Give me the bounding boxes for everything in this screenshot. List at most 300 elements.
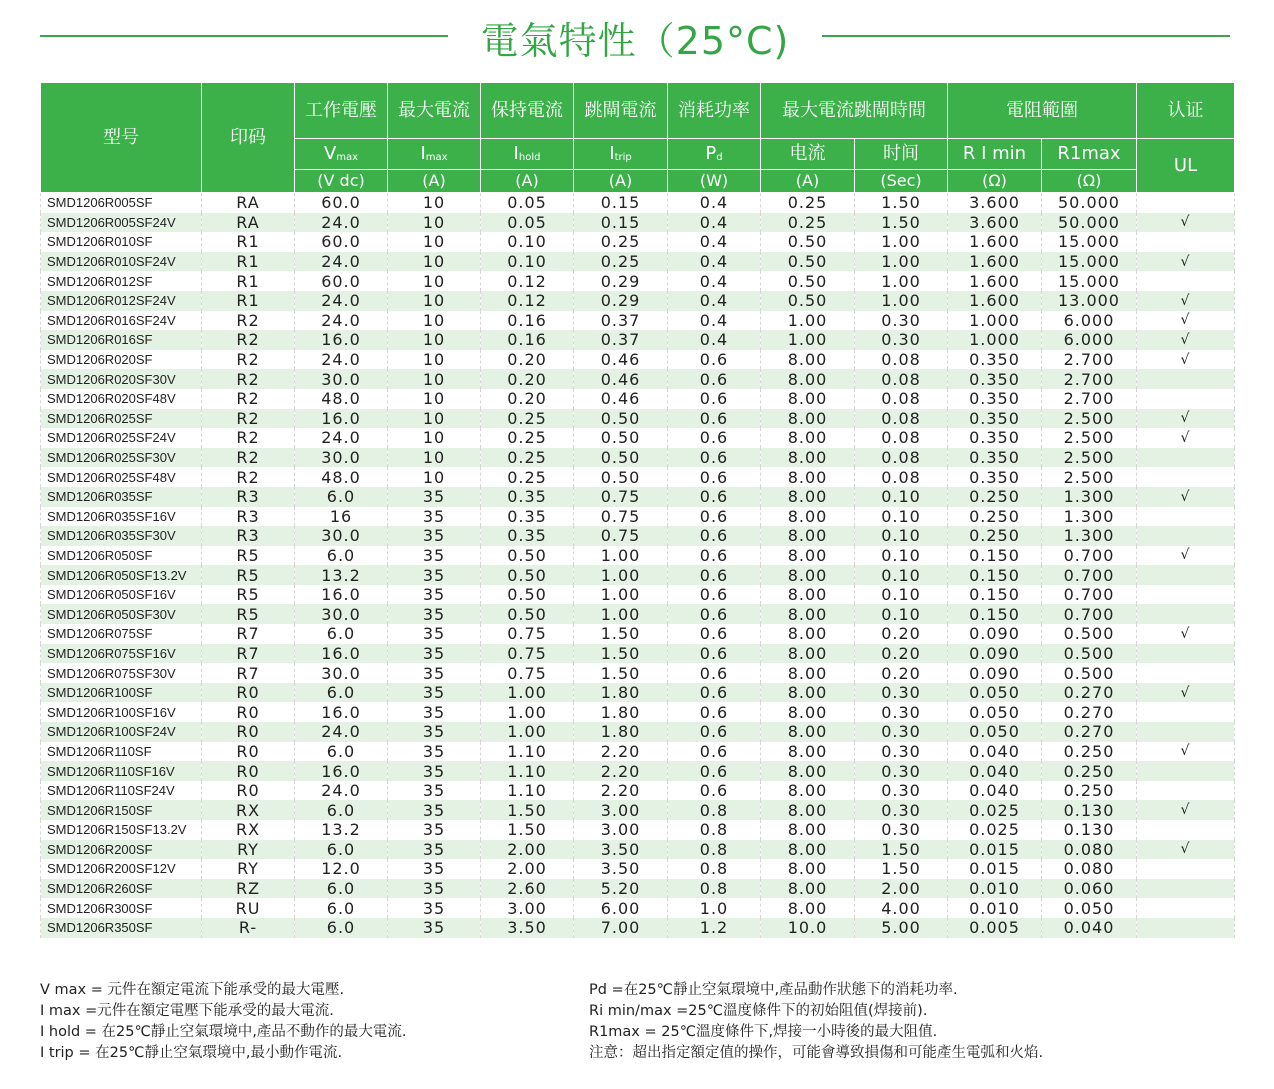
cell-imax: 35 — [388, 898, 481, 918]
table-row — [41, 526, 1235, 546]
cell-ul — [1137, 369, 1235, 389]
cell-pd: 0.6 — [668, 428, 761, 448]
cell-itrip: 1.80 — [574, 702, 668, 722]
cell-ihold: 1.10 — [481, 761, 574, 781]
cell-ihold: 0.10 — [481, 232, 574, 252]
cell-ihold: 0.20 — [481, 389, 574, 409]
cell-marking: R2 — [202, 369, 295, 389]
cell-pd: 0.6 — [668, 663, 761, 683]
cell-itrip: 3.50 — [574, 840, 668, 860]
cell-trip-current: 0.50 — [761, 252, 855, 272]
cell-marking: R1 — [202, 271, 295, 291]
cell-trip-time: 0.08 — [855, 448, 948, 468]
cell-trip-time: 0.08 — [855, 350, 948, 370]
table-row — [41, 840, 1235, 860]
cell-imax: 10 — [388, 330, 481, 350]
cell-ri-min: 0.015 — [948, 859, 1042, 879]
header-itrip: 跳閘電流 — [574, 83, 668, 139]
cell-marking: R0 — [202, 781, 295, 801]
cell-r1-max: 15.000 — [1042, 252, 1137, 272]
cell-imax: 10 — [388, 271, 481, 291]
cell-ihold: 0.25 — [481, 448, 574, 468]
cell-r1-max: 0.040 — [1042, 918, 1137, 938]
cell-trip-current: 8.00 — [761, 389, 855, 409]
header-vmax-symbol — [295, 139, 388, 170]
cell-trip-current: 0.25 — [761, 213, 855, 233]
cell-imax: 35 — [388, 781, 481, 801]
header-r1max: R1max — [1042, 139, 1137, 170]
cell-model: SMD1206R020SF48V — [41, 389, 202, 409]
cell-vmax: 60.0 — [295, 193, 388, 213]
cell-model: SMD1206R005SF24V — [41, 213, 202, 233]
cell-trip-current: 8.00 — [761, 781, 855, 801]
cell-imax: 10 — [388, 193, 481, 213]
table-row — [41, 232, 1235, 252]
cell-marking: RA — [202, 193, 295, 213]
cell-trip-current: 8.00 — [761, 507, 855, 527]
cell-ihold: 0.50 — [481, 604, 574, 624]
cell-pd: 0.6 — [668, 507, 761, 527]
pd-sym: P — [705, 143, 717, 164]
cell-ri-min: 0.250 — [948, 507, 1042, 527]
cell-pd: 0.6 — [668, 585, 761, 605]
cell-vmax: 13.2 — [295, 820, 388, 840]
cell-vmax: 30.0 — [295, 369, 388, 389]
cell-pd: 0.8 — [668, 800, 761, 820]
itrip-sub: trip — [614, 152, 632, 163]
cell-trip-time: 1.50 — [855, 840, 948, 860]
cell-trip-current: 0.25 — [761, 193, 855, 213]
cell-itrip: 0.75 — [574, 487, 668, 507]
cell-r1-max: 15.000 — [1042, 232, 1137, 252]
cell-r1-max: 1.300 — [1042, 507, 1137, 527]
cell-ihold: 0.12 — [481, 291, 574, 311]
cell-ul: √ — [1137, 840, 1235, 860]
cell-vmax: 6.0 — [295, 898, 388, 918]
cell-itrip: 0.75 — [574, 526, 668, 546]
cell-marking: R5 — [202, 585, 295, 605]
cell-vmax: 6.0 — [295, 800, 388, 820]
vmax-sub: max — [336, 152, 359, 163]
cell-pd: 0.6 — [668, 624, 761, 644]
cell-trip-time: 2.00 — [855, 879, 948, 899]
cell-imax: 10 — [388, 448, 481, 468]
cell-r1-max: 0.250 — [1042, 742, 1137, 762]
cell-model: SMD1206R016SF24V — [41, 311, 202, 331]
cell-itrip: 3.50 — [574, 859, 668, 879]
cell-ul — [1137, 232, 1235, 252]
table-row — [41, 467, 1235, 487]
cell-model: SMD1206R005SF — [41, 193, 202, 213]
cell-vmax: 24.0 — [295, 722, 388, 742]
cell-trip-current: 8.00 — [761, 879, 855, 899]
cell-vmax: 16.0 — [295, 761, 388, 781]
cell-pd: 1.2 — [668, 918, 761, 938]
table-row — [41, 311, 1235, 331]
table-row — [41, 879, 1235, 899]
table-row — [41, 644, 1235, 664]
cell-vmax: 12.0 — [295, 859, 388, 879]
cell-trip-time: 0.10 — [855, 585, 948, 605]
cell-model: SMD1206R200SF12V — [41, 859, 202, 879]
cell-trip-time: 0.08 — [855, 467, 948, 487]
cell-ri-min: 0.150 — [948, 546, 1042, 566]
cell-marking: R0 — [202, 683, 295, 703]
cell-trip-time: 4.00 — [855, 898, 948, 918]
cell-ihold: 0.05 — [481, 213, 574, 233]
cell-r1-max: 0.060 — [1042, 879, 1137, 899]
cell-ul — [1137, 663, 1235, 683]
cell-imax: 10 — [388, 369, 481, 389]
cell-pd: 0.6 — [668, 448, 761, 468]
cell-imax: 35 — [388, 624, 481, 644]
cell-imax: 10 — [388, 311, 481, 331]
imax-sub: max — [425, 152, 448, 163]
table-row — [41, 800, 1235, 820]
cell-trip-time: 0.30 — [855, 742, 948, 762]
cell-imax: 35 — [388, 604, 481, 624]
cell-r1-max: 0.270 — [1042, 722, 1137, 742]
itrip-sym: I — [609, 143, 615, 164]
header-imax: 最大電流 — [388, 83, 481, 139]
cell-trip-time: 1.50 — [855, 193, 948, 213]
cell-pd: 0.4 — [668, 232, 761, 252]
cell-ri-min: 1.600 — [948, 271, 1042, 291]
header-itrip-symbol — [574, 139, 668, 170]
cell-itrip: 1.00 — [574, 565, 668, 585]
cell-r1-max: 0.050 — [1042, 898, 1137, 918]
header-resistance: 電阻範圍 — [948, 83, 1137, 139]
cell-r1-max: 0.700 — [1042, 546, 1137, 566]
cell-itrip: 2.20 — [574, 781, 668, 801]
cell-ul — [1137, 271, 1235, 291]
cell-r1-max: 0.500 — [1042, 663, 1137, 683]
cell-ri-min: 0.150 — [948, 604, 1042, 624]
cell-model: SMD1206R100SF16V — [41, 702, 202, 722]
table-row — [41, 369, 1235, 389]
cell-r1-max: 1.300 — [1042, 526, 1137, 546]
cell-ul: √ — [1137, 311, 1235, 331]
cell-r1-max: 2.500 — [1042, 448, 1137, 468]
cell-ri-min: 0.350 — [948, 369, 1042, 389]
cell-trip-time: 0.30 — [855, 761, 948, 781]
cell-ri-min: 0.350 — [948, 448, 1042, 468]
cell-ri-min: 0.350 — [948, 409, 1042, 429]
unit-itrip: (A) — [574, 170, 668, 193]
cell-imax: 35 — [388, 663, 481, 683]
cell-r1-max: 6.000 — [1042, 330, 1137, 350]
cell-imax: 10 — [388, 389, 481, 409]
cell-itrip: 0.15 — [574, 193, 668, 213]
header-ul: UL — [1137, 139, 1235, 193]
header-rimin: R I min — [948, 139, 1042, 170]
cell-imax: 10 — [388, 291, 481, 311]
cell-pd: 0.6 — [668, 546, 761, 566]
table-row — [41, 761, 1235, 781]
unit-rimin: (Ω) — [948, 170, 1042, 193]
cell-trip-time: 0.30 — [855, 781, 948, 801]
cell-trip-current: 8.00 — [761, 742, 855, 762]
cell-ihold: 0.20 — [481, 369, 574, 389]
cell-itrip: 0.75 — [574, 507, 668, 527]
cell-model: SMD1206R010SF24V — [41, 252, 202, 272]
cell-ul: √ — [1137, 624, 1235, 644]
table-row — [41, 585, 1235, 605]
cell-ihold: 0.75 — [481, 663, 574, 683]
cell-marking: R0 — [202, 722, 295, 742]
cell-model: SMD1206R110SF16V — [41, 761, 202, 781]
cell-r1-max: 2.500 — [1042, 467, 1137, 487]
cell-itrip: 0.46 — [574, 369, 668, 389]
cell-itrip: 1.80 — [574, 683, 668, 703]
cell-imax: 35 — [388, 742, 481, 762]
table-row — [41, 624, 1235, 644]
cell-pd: 0.8 — [668, 820, 761, 840]
cell-ul: √ — [1137, 252, 1235, 272]
table-row — [41, 859, 1235, 879]
cell-ul: √ — [1137, 800, 1235, 820]
table-row — [41, 702, 1235, 722]
cell-trip-current: 8.00 — [761, 683, 855, 703]
title-divider-right — [822, 35, 1230, 37]
cell-ul — [1137, 193, 1235, 213]
cell-itrip: 1.50 — [574, 644, 668, 664]
cell-ri-min: 1.600 — [948, 291, 1042, 311]
cell-imax: 35 — [388, 683, 481, 703]
cell-vmax: 24.0 — [295, 291, 388, 311]
cell-imax: 10 — [388, 213, 481, 233]
cell-vmax: 6.0 — [295, 742, 388, 762]
cell-trip-current: 8.00 — [761, 546, 855, 566]
cell-itrip: 0.37 — [574, 330, 668, 350]
cell-marking: RY — [202, 859, 295, 879]
pd-sub: d — [716, 152, 723, 163]
unit-current: (A) — [761, 170, 855, 193]
cell-ihold: 1.50 — [481, 800, 574, 820]
cell-imax: 35 — [388, 820, 481, 840]
cell-ihold: 0.35 — [481, 487, 574, 507]
cell-r1-max: 0.250 — [1042, 781, 1137, 801]
cell-marking: R2 — [202, 389, 295, 409]
cell-itrip: 0.50 — [574, 409, 668, 429]
cell-trip-current: 1.00 — [761, 330, 855, 350]
cell-vmax: 30.0 — [295, 526, 388, 546]
cell-ihold: 0.25 — [481, 409, 574, 429]
table-row — [41, 663, 1235, 683]
cell-model: SMD1206R050SF — [41, 546, 202, 566]
cell-trip-time: 0.30 — [855, 800, 948, 820]
cell-trip-time: 0.10 — [855, 604, 948, 624]
cell-ihold: 3.00 — [481, 898, 574, 918]
cell-trip-time: 0.30 — [855, 702, 948, 722]
cell-model: SMD1206R010SF — [41, 232, 202, 252]
cell-model: SMD1206R075SF30V — [41, 663, 202, 683]
cell-vmax: 6.0 — [295, 546, 388, 566]
cell-vmax: 48.0 — [295, 389, 388, 409]
cell-imax: 35 — [388, 546, 481, 566]
cell-ri-min: 0.040 — [948, 742, 1042, 762]
cell-ri-min: 0.050 — [948, 722, 1042, 742]
cell-r1-max: 0.130 — [1042, 800, 1137, 820]
cell-vmax: 13.2 — [295, 565, 388, 585]
cell-ul — [1137, 467, 1235, 487]
cell-vmax: 60.0 — [295, 271, 388, 291]
table-row — [41, 604, 1235, 624]
cell-vmax: 24.0 — [295, 213, 388, 233]
cell-vmax: 16.0 — [295, 702, 388, 722]
cell-model: SMD1206R150SF13.2V — [41, 820, 202, 840]
cell-ul: √ — [1137, 487, 1235, 507]
cell-ihold: 0.50 — [481, 565, 574, 585]
cell-marking: RX — [202, 800, 295, 820]
cell-r1-max: 0.700 — [1042, 585, 1137, 605]
cell-trip-current: 8.00 — [761, 644, 855, 664]
cell-ri-min: 3.600 — [948, 213, 1042, 233]
cell-ul: √ — [1137, 683, 1235, 703]
cell-itrip: 0.50 — [574, 428, 668, 448]
cell-trip-time: 1.50 — [855, 213, 948, 233]
cell-r1-max: 0.500 — [1042, 644, 1137, 664]
cell-pd: 0.4 — [668, 291, 761, 311]
cell-itrip: 0.46 — [574, 389, 668, 409]
cell-imax: 35 — [388, 585, 481, 605]
cell-imax: 10 — [388, 467, 481, 487]
cell-ul — [1137, 604, 1235, 624]
page-title: 電氣特性（25°C) — [480, 19, 790, 63]
cell-trip-time: 1.00 — [855, 271, 948, 291]
cell-ri-min: 0.040 — [948, 761, 1042, 781]
imax-sym: I — [420, 143, 426, 164]
cell-pd: 0.6 — [668, 565, 761, 585]
cell-ul — [1137, 761, 1235, 781]
unit-vmax: (V dc) — [295, 170, 388, 193]
cell-model: SMD1206R035SF — [41, 487, 202, 507]
cell-ri-min: 0.150 — [948, 585, 1042, 605]
cell-itrip: 0.25 — [574, 252, 668, 272]
cell-trip-current: 8.00 — [761, 859, 855, 879]
cell-marking: RZ — [202, 879, 295, 899]
cell-vmax: 16.0 — [295, 585, 388, 605]
cell-trip-time: 0.10 — [855, 526, 948, 546]
cell-pd: 0.6 — [668, 487, 761, 507]
cell-itrip: 0.15 — [574, 213, 668, 233]
cell-marking: R2 — [202, 350, 295, 370]
cell-trip-current: 8.00 — [761, 840, 855, 860]
cell-itrip: 1.00 — [574, 546, 668, 566]
cell-model: SMD1206R100SF24V — [41, 722, 202, 742]
cell-marking: R3 — [202, 507, 295, 527]
cell-r1-max: 2.700 — [1042, 350, 1137, 370]
cell-marking: R1 — [202, 232, 295, 252]
notes-right — [589, 980, 1043, 1064]
cell-vmax: 6.0 — [295, 918, 388, 938]
header-max-trip-time: 最大電流跳閘時間 — [761, 83, 948, 139]
cell-trip-current: 8.00 — [761, 624, 855, 644]
cell-ihold: 0.20 — [481, 350, 574, 370]
header-model: 型号 — [41, 83, 202, 193]
cell-imax: 35 — [388, 840, 481, 860]
cell-imax: 35 — [388, 918, 481, 938]
cell-model: SMD1206R012SF — [41, 271, 202, 291]
cell-vmax: 6.0 — [295, 879, 388, 899]
cell-ul — [1137, 918, 1235, 938]
cell-trip-current: 8.00 — [761, 585, 855, 605]
cell-ri-min: 0.250 — [948, 487, 1042, 507]
cell-pd: 0.6 — [668, 781, 761, 801]
cell-trip-current: 8.00 — [761, 467, 855, 487]
cell-r1-max: 0.250 — [1042, 761, 1137, 781]
table-row — [41, 820, 1235, 840]
cell-model: SMD1206R035SF16V — [41, 507, 202, 527]
cell-marking: R2 — [202, 467, 295, 487]
cell-itrip: 0.46 — [574, 350, 668, 370]
cell-vmax: 24.0 — [295, 252, 388, 272]
cell-itrip: 0.29 — [574, 271, 668, 291]
header-time: 时间 — [855, 139, 948, 170]
table-row — [41, 683, 1235, 703]
cell-ri-min: 3.600 — [948, 193, 1042, 213]
cell-model: SMD1206R025SF — [41, 409, 202, 429]
cell-model: SMD1206R110SF — [41, 742, 202, 762]
cell-marking: RY — [202, 840, 295, 860]
cell-itrip: 1.00 — [574, 585, 668, 605]
cell-ul — [1137, 722, 1235, 742]
cell-trip-time: 0.08 — [855, 428, 948, 448]
cell-pd: 0.6 — [668, 683, 761, 703]
cell-r1-max: 15.000 — [1042, 271, 1137, 291]
cell-trip-time: 0.20 — [855, 663, 948, 683]
note-line: I hold = 在25℃靜止空氣環境中,產品不動作的最大電流. — [40, 1024, 407, 1040]
cell-ihold: 0.10 — [481, 252, 574, 272]
cell-marking: R7 — [202, 624, 295, 644]
cell-trip-time: 0.20 — [855, 644, 948, 664]
cell-vmax: 6.0 — [295, 487, 388, 507]
table-row — [41, 193, 1235, 213]
cell-ri-min: 0.090 — [948, 644, 1042, 664]
cell-imax: 35 — [388, 644, 481, 664]
notes-left — [40, 980, 407, 1064]
cell-marking: R2 — [202, 428, 295, 448]
cell-model: SMD1206R050SF16V — [41, 585, 202, 605]
cell-r1-max: 0.270 — [1042, 683, 1137, 703]
cell-marking: R5 — [202, 546, 295, 566]
cell-trip-time: 1.50 — [855, 859, 948, 879]
cell-r1-max: 50.000 — [1042, 213, 1137, 233]
cell-pd: 0.4 — [668, 213, 761, 233]
table-row — [41, 565, 1235, 585]
cell-ul — [1137, 644, 1235, 664]
cell-pd: 0.6 — [668, 761, 761, 781]
cell-trip-time: 0.08 — [855, 409, 948, 429]
cell-model: SMD1206R020SF30V — [41, 369, 202, 389]
cell-imax: 10 — [388, 232, 481, 252]
cell-ri-min: 0.090 — [948, 624, 1042, 644]
cell-ihold: 0.05 — [481, 193, 574, 213]
note-line: 注意：超出指定額定值的操作，可能會導致損傷和可能產生電弧和火焰. — [589, 1045, 1044, 1061]
cell-vmax: 24.0 — [295, 311, 388, 331]
cell-ihold: 0.25 — [481, 428, 574, 448]
cell-imax: 10 — [388, 252, 481, 272]
cell-imax: 35 — [388, 702, 481, 722]
cell-marking: R0 — [202, 702, 295, 722]
cell-ul: √ — [1137, 409, 1235, 429]
cell-ul — [1137, 702, 1235, 722]
cell-trip-current: 10.0 — [761, 918, 855, 938]
cell-ri-min: 0.015 — [948, 840, 1042, 860]
cell-ri-min: 0.150 — [948, 565, 1042, 585]
cell-ul — [1137, 526, 1235, 546]
cell-marking: R7 — [202, 644, 295, 664]
